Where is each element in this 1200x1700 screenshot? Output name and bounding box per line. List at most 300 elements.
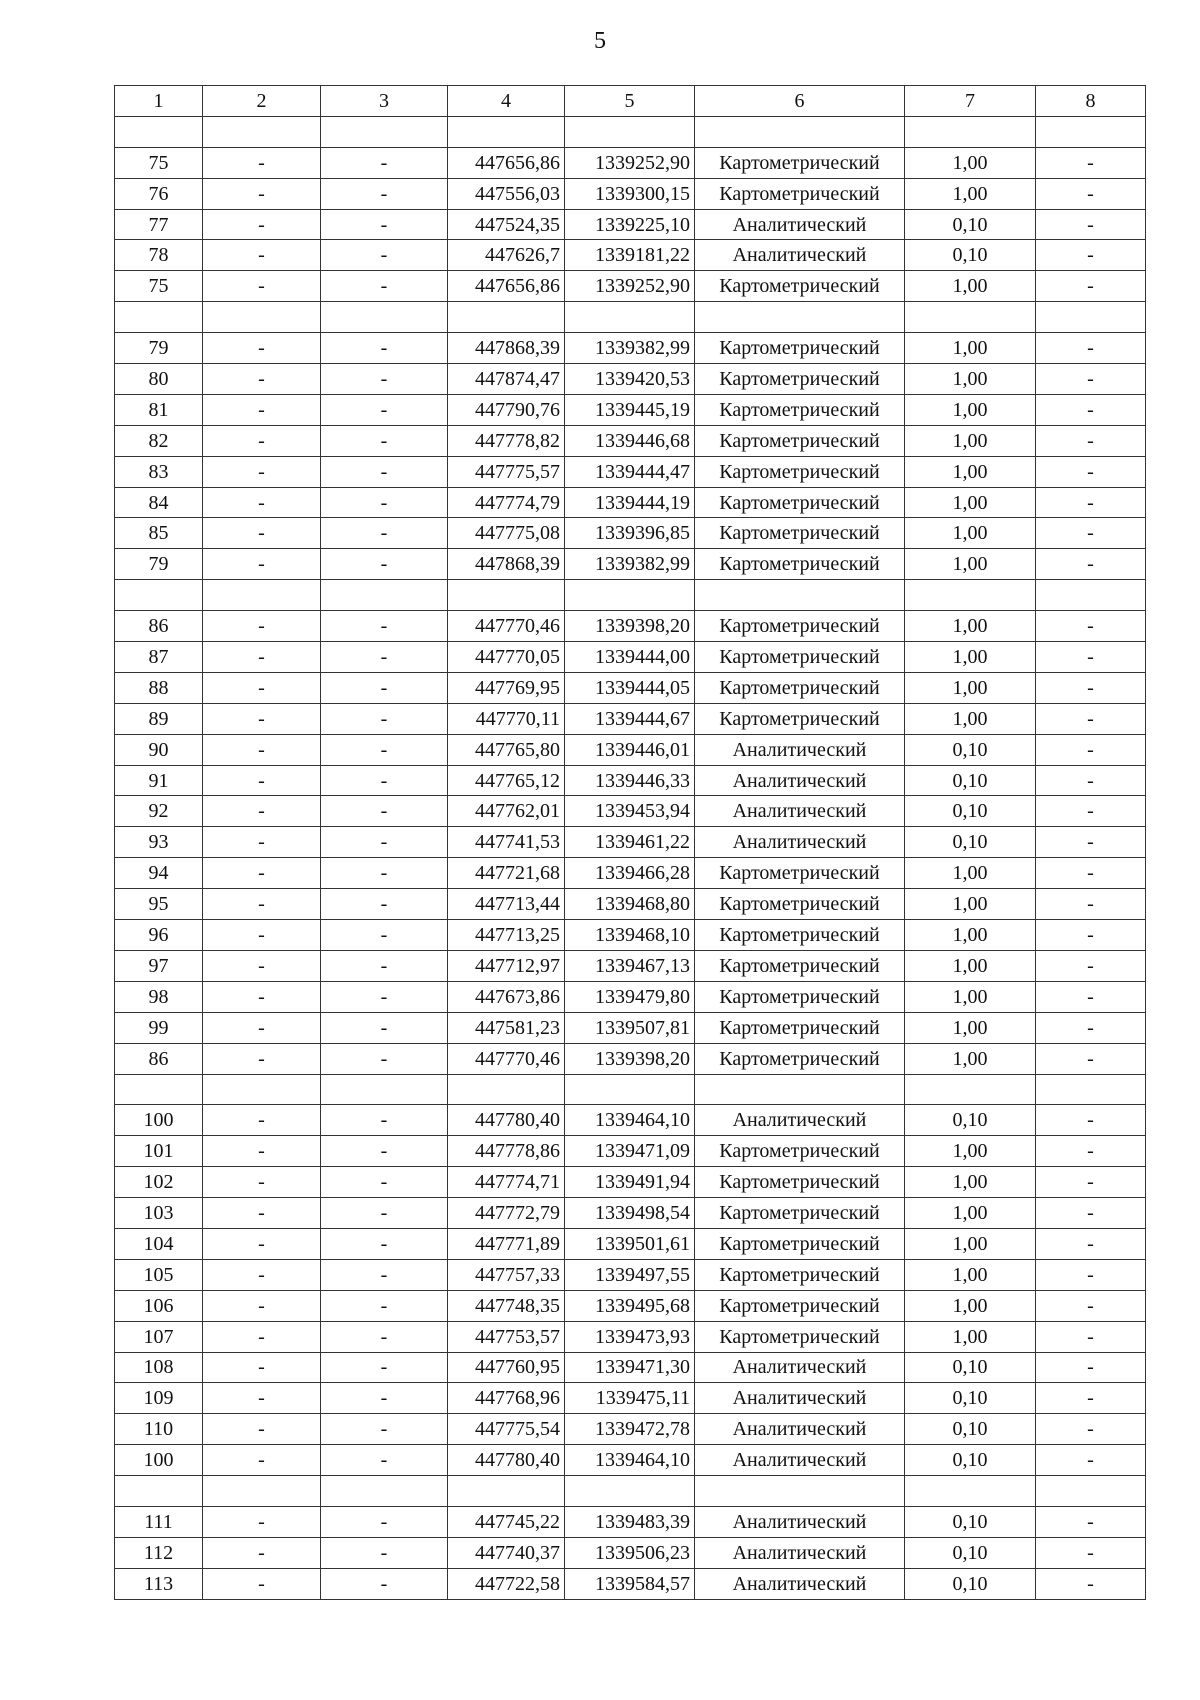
col3-value: - (321, 1012, 448, 1043)
col3-value: - (321, 456, 448, 487)
accuracy: 1,00 (905, 1321, 1036, 1352)
method: Картометрический (695, 950, 905, 981)
table-row (115, 1506, 1146, 1537)
y-coordinate: 1339420,53 (565, 364, 695, 395)
table-row (115, 147, 1146, 178)
column-header-4: 4 (448, 86, 565, 117)
point-number: 94 (115, 858, 203, 889)
accuracy: 1,00 (905, 456, 1036, 487)
accuracy: 1,00 (905, 703, 1036, 734)
y-coordinate: 1339471,30 (565, 1352, 695, 1383)
empty-cell (565, 302, 695, 333)
col8-value: - (1036, 858, 1146, 889)
point-number: 107 (115, 1321, 203, 1352)
col8-value: - (1036, 765, 1146, 796)
empty-cell (905, 580, 1036, 611)
col8-value: - (1036, 456, 1146, 487)
method: Картометрический (695, 364, 905, 395)
header-row (115, 86, 1146, 117)
col3-value: - (321, 209, 448, 240)
col2-value: - (203, 1290, 321, 1321)
method: Картометрический (695, 703, 905, 734)
empty-cell (321, 1074, 448, 1105)
separator-row (115, 302, 1146, 333)
col3-value: - (321, 1290, 448, 1321)
table-row (115, 642, 1146, 673)
x-coordinate: 447769,95 (448, 672, 565, 703)
col3-value: - (321, 765, 448, 796)
accuracy: 0,10 (905, 765, 1036, 796)
col3-value: - (321, 1383, 448, 1414)
point-number: 84 (115, 487, 203, 518)
col3-value: - (321, 734, 448, 765)
table-row (115, 333, 1146, 364)
accuracy: 0,10 (905, 1537, 1036, 1568)
x-coordinate: 447556,03 (448, 178, 565, 209)
table-row (115, 178, 1146, 209)
x-coordinate: 447775,57 (448, 456, 565, 487)
separator-row (115, 116, 1146, 147)
col2-value: - (203, 1105, 321, 1136)
table-row (115, 1445, 1146, 1476)
separator-row (115, 1074, 1146, 1105)
accuracy: 0,10 (905, 1445, 1036, 1476)
point-number: 75 (115, 147, 203, 178)
x-coordinate: 447765,12 (448, 765, 565, 796)
point-number: 87 (115, 642, 203, 673)
y-coordinate: 1339444,47 (565, 456, 695, 487)
y-coordinate: 1339468,10 (565, 920, 695, 951)
accuracy: 1,00 (905, 981, 1036, 1012)
method: Картометрический (695, 549, 905, 580)
x-coordinate: 447775,54 (448, 1414, 565, 1445)
method: Аналитический (695, 1537, 905, 1568)
accuracy: 1,00 (905, 950, 1036, 981)
separator-row (115, 580, 1146, 611)
y-coordinate: 1339181,22 (565, 240, 695, 271)
col3-value: - (321, 611, 448, 642)
table-row (115, 1383, 1146, 1414)
x-coordinate: 447780,40 (448, 1105, 565, 1136)
accuracy: 1,00 (905, 364, 1036, 395)
method: Аналитический (695, 209, 905, 240)
point-number: 83 (115, 456, 203, 487)
accuracy: 1,00 (905, 1167, 1036, 1198)
col2-value: - (203, 1445, 321, 1476)
y-coordinate: 1339396,85 (565, 518, 695, 549)
col3-value: - (321, 1136, 448, 1167)
col8-value: - (1036, 487, 1146, 518)
accuracy: 0,10 (905, 1506, 1036, 1537)
col8-value: - (1036, 1352, 1146, 1383)
point-number: 102 (115, 1167, 203, 1198)
col3-value: - (321, 425, 448, 456)
method: Аналитический (695, 1105, 905, 1136)
col3-value: - (321, 672, 448, 703)
method: Картометрический (695, 611, 905, 642)
point-number: 86 (115, 611, 203, 642)
empty-cell (203, 116, 321, 147)
method: Аналитический (695, 734, 905, 765)
column-header-8: 8 (1036, 86, 1146, 117)
empty-cell (321, 116, 448, 147)
x-coordinate: 447524,35 (448, 209, 565, 240)
method: Картометрический (695, 456, 905, 487)
accuracy: 0,10 (905, 827, 1036, 858)
col2-value: - (203, 1537, 321, 1568)
table-row (115, 1290, 1146, 1321)
point-number: 111 (115, 1506, 203, 1537)
method: Картометрический (695, 1043, 905, 1074)
column-header-6: 6 (695, 86, 905, 117)
col2-value: - (203, 518, 321, 549)
accuracy: 1,00 (905, 487, 1036, 518)
point-number: 81 (115, 394, 203, 425)
accuracy: 1,00 (905, 858, 1036, 889)
col8-value: - (1036, 889, 1146, 920)
col8-value: - (1036, 672, 1146, 703)
table-row (115, 827, 1146, 858)
point-number: 112 (115, 1537, 203, 1568)
accuracy: 1,00 (905, 1259, 1036, 1290)
x-coordinate: 447748,35 (448, 1290, 565, 1321)
col2-value: - (203, 765, 321, 796)
col8-value: - (1036, 1321, 1146, 1352)
table-row (115, 425, 1146, 456)
x-coordinate: 447740,37 (448, 1537, 565, 1568)
method: Картометрический (695, 672, 905, 703)
point-number: 79 (115, 333, 203, 364)
empty-cell (1036, 302, 1146, 333)
col2-value: - (203, 950, 321, 981)
point-number: 100 (115, 1105, 203, 1136)
point-number: 108 (115, 1352, 203, 1383)
empty-cell (695, 1476, 905, 1507)
point-number: 103 (115, 1198, 203, 1229)
x-coordinate: 447778,86 (448, 1136, 565, 1167)
empty-cell (1036, 580, 1146, 611)
col2-value: - (203, 487, 321, 518)
x-coordinate: 447713,44 (448, 889, 565, 920)
col2-value: - (203, 1136, 321, 1167)
y-coordinate: 1339445,19 (565, 394, 695, 425)
empty-cell (565, 580, 695, 611)
y-coordinate: 1339475,11 (565, 1383, 695, 1414)
table-row (115, 611, 1146, 642)
col3-value: - (321, 858, 448, 889)
accuracy: 1,00 (905, 1012, 1036, 1043)
col8-value: - (1036, 920, 1146, 951)
col8-value: - (1036, 364, 1146, 395)
col8-value: - (1036, 240, 1146, 271)
method: Картометрический (695, 858, 905, 889)
empty-cell (905, 116, 1036, 147)
x-coordinate: 447778,82 (448, 425, 565, 456)
empty-cell (565, 1476, 695, 1507)
method: Картометрический (695, 333, 905, 364)
y-coordinate: 1339501,61 (565, 1228, 695, 1259)
method: Картометрический (695, 394, 905, 425)
x-coordinate: 447770,05 (448, 642, 565, 673)
col8-value: - (1036, 1537, 1146, 1568)
y-coordinate: 1339498,54 (565, 1198, 695, 1229)
y-coordinate: 1339252,90 (565, 271, 695, 302)
accuracy: 1,00 (905, 889, 1036, 920)
y-coordinate: 1339464,10 (565, 1445, 695, 1476)
col8-value: - (1036, 518, 1146, 549)
table-row (115, 1167, 1146, 1198)
x-coordinate: 447770,46 (448, 611, 565, 642)
method: Аналитический (695, 827, 905, 858)
table-row (115, 1012, 1146, 1043)
col3-value: - (321, 1414, 448, 1445)
empty-cell (448, 302, 565, 333)
table-row (115, 858, 1146, 889)
method: Картометрический (695, 1259, 905, 1290)
empty-cell (115, 302, 203, 333)
method: Картометрический (695, 1321, 905, 1352)
col8-value: - (1036, 796, 1146, 827)
method: Аналитический (695, 1383, 905, 1414)
method: Аналитический (695, 796, 905, 827)
column-header-3: 3 (321, 86, 448, 117)
col3-value: - (321, 920, 448, 951)
col2-value: - (203, 1198, 321, 1229)
x-coordinate: 447780,40 (448, 1445, 565, 1476)
point-number: 104 (115, 1228, 203, 1259)
y-coordinate: 1339471,09 (565, 1136, 695, 1167)
method: Картометрический (695, 1290, 905, 1321)
col2-value: - (203, 703, 321, 734)
col3-value: - (321, 178, 448, 209)
col3-value: - (321, 240, 448, 271)
x-coordinate: 447673,86 (448, 981, 565, 1012)
col8-value: - (1036, 827, 1146, 858)
accuracy: 1,00 (905, 1228, 1036, 1259)
col2-value: - (203, 1568, 321, 1599)
method: Картометрический (695, 518, 905, 549)
col3-value: - (321, 518, 448, 549)
table-row (115, 672, 1146, 703)
x-coordinate: 447656,86 (448, 271, 565, 302)
table-row (115, 271, 1146, 302)
col2-value: - (203, 1506, 321, 1537)
empty-cell (321, 302, 448, 333)
column-header-7: 7 (905, 86, 1036, 117)
accuracy: 1,00 (905, 271, 1036, 302)
accuracy: 1,00 (905, 611, 1036, 642)
col8-value: - (1036, 209, 1146, 240)
col8-value: - (1036, 703, 1146, 734)
col3-value: - (321, 1445, 448, 1476)
method: Картометрический (695, 920, 905, 951)
accuracy: 0,10 (905, 1568, 1036, 1599)
empty-cell (448, 580, 565, 611)
y-coordinate: 1339464,10 (565, 1105, 695, 1136)
x-coordinate: 447790,76 (448, 394, 565, 425)
empty-cell (448, 116, 565, 147)
col2-value: - (203, 1352, 321, 1383)
y-coordinate: 1339444,19 (565, 487, 695, 518)
method: Аналитический (695, 1352, 905, 1383)
col3-value: - (321, 1352, 448, 1383)
accuracy: 1,00 (905, 518, 1036, 549)
method: Картометрический (695, 889, 905, 920)
col8-value: - (1036, 950, 1146, 981)
col8-value: - (1036, 425, 1146, 456)
col2-value: - (203, 1321, 321, 1352)
x-coordinate: 447757,33 (448, 1259, 565, 1290)
point-number: 77 (115, 209, 203, 240)
x-coordinate: 447753,57 (448, 1321, 565, 1352)
empty-cell (448, 1074, 565, 1105)
y-coordinate: 1339444,67 (565, 703, 695, 734)
method: Картометрический (695, 981, 905, 1012)
table-row (115, 456, 1146, 487)
table-row (115, 1136, 1146, 1167)
accuracy: 1,00 (905, 549, 1036, 580)
empty-cell (448, 1476, 565, 1507)
col8-value: - (1036, 394, 1146, 425)
empty-cell (565, 1074, 695, 1105)
table-row (115, 240, 1146, 271)
empty-cell (905, 1074, 1036, 1105)
y-coordinate: 1339483,39 (565, 1506, 695, 1537)
col2-value: - (203, 549, 321, 580)
col2-value: - (203, 1228, 321, 1259)
col3-value: - (321, 394, 448, 425)
col3-value: - (321, 1568, 448, 1599)
table-row (115, 920, 1146, 951)
col2-value: - (203, 827, 321, 858)
point-number: 76 (115, 178, 203, 209)
method: Картометрический (695, 1228, 905, 1259)
y-coordinate: 1339398,20 (565, 1043, 695, 1074)
col8-value: - (1036, 611, 1146, 642)
col2-value: - (203, 1043, 321, 1074)
col3-value: - (321, 333, 448, 364)
method: Картометрический (695, 1136, 905, 1167)
point-number: 95 (115, 889, 203, 920)
col8-value: - (1036, 549, 1146, 580)
accuracy: 1,00 (905, 672, 1036, 703)
col8-value: - (1036, 1506, 1146, 1537)
col3-value: - (321, 1537, 448, 1568)
col2-value: - (203, 178, 321, 209)
y-coordinate: 1339252,90 (565, 147, 695, 178)
method: Картометрический (695, 487, 905, 518)
point-number: 85 (115, 518, 203, 549)
accuracy: 1,00 (905, 178, 1036, 209)
table-row (115, 1352, 1146, 1383)
accuracy: 0,10 (905, 1352, 1036, 1383)
y-coordinate: 1339398,20 (565, 611, 695, 642)
point-number: 98 (115, 981, 203, 1012)
col3-value: - (321, 1167, 448, 1198)
empty-cell (115, 1476, 203, 1507)
column-header-2: 2 (203, 86, 321, 117)
x-coordinate: 447772,79 (448, 1198, 565, 1229)
col3-value: - (321, 271, 448, 302)
col3-value: - (321, 827, 448, 858)
empty-cell (695, 1074, 905, 1105)
table-row (115, 394, 1146, 425)
empty-cell (115, 116, 203, 147)
col2-value: - (203, 394, 321, 425)
accuracy: 1,00 (905, 1043, 1036, 1074)
method: Картометрический (695, 642, 905, 673)
table-row (115, 1321, 1146, 1352)
y-coordinate: 1339497,55 (565, 1259, 695, 1290)
col2-value: - (203, 796, 321, 827)
col3-value: - (321, 549, 448, 580)
empty-cell (115, 580, 203, 611)
y-coordinate: 1339446,01 (565, 734, 695, 765)
table-row (115, 1105, 1146, 1136)
col2-value: - (203, 333, 321, 364)
col8-value: - (1036, 1259, 1146, 1290)
y-coordinate: 1339472,78 (565, 1414, 695, 1445)
col8-value: - (1036, 271, 1146, 302)
accuracy: 0,10 (905, 240, 1036, 271)
col8-value: - (1036, 1290, 1146, 1321)
col2-value: - (203, 1167, 321, 1198)
col8-value: - (1036, 333, 1146, 364)
method: Картометрический (695, 1167, 905, 1198)
accuracy: 1,00 (905, 1198, 1036, 1229)
accuracy: 1,00 (905, 920, 1036, 951)
method: Картометрический (695, 1198, 905, 1229)
point-number: 99 (115, 1012, 203, 1043)
col2-value: - (203, 981, 321, 1012)
col8-value: - (1036, 1445, 1146, 1476)
col2-value: - (203, 734, 321, 765)
method: Аналитический (695, 1445, 905, 1476)
x-coordinate: 447760,95 (448, 1352, 565, 1383)
accuracy: 1,00 (905, 147, 1036, 178)
table-row (115, 487, 1146, 518)
point-number: 91 (115, 765, 203, 796)
y-coordinate: 1339467,13 (565, 950, 695, 981)
col3-value: - (321, 1259, 448, 1290)
table-row (115, 796, 1146, 827)
empty-cell (1036, 1074, 1146, 1105)
x-coordinate: 447722,58 (448, 1568, 565, 1599)
empty-cell (203, 1074, 321, 1105)
point-number: 79 (115, 549, 203, 580)
col8-value: - (1036, 178, 1146, 209)
y-coordinate: 1339225,10 (565, 209, 695, 240)
col3-value: - (321, 1321, 448, 1352)
separator-row (115, 1476, 1146, 1507)
col8-value: - (1036, 1167, 1146, 1198)
method: Картометрический (695, 425, 905, 456)
col8-value: - (1036, 1568, 1146, 1599)
point-number: 89 (115, 703, 203, 734)
point-number: 78 (115, 240, 203, 271)
col2-value: - (203, 209, 321, 240)
point-number: 97 (115, 950, 203, 981)
col3-value: - (321, 147, 448, 178)
table-row (115, 889, 1146, 920)
point-number: 82 (115, 425, 203, 456)
empty-cell (321, 1476, 448, 1507)
y-coordinate: 1339444,05 (565, 672, 695, 703)
point-number: 101 (115, 1136, 203, 1167)
table-row (115, 364, 1146, 395)
table-row (115, 765, 1146, 796)
x-coordinate: 447768,96 (448, 1383, 565, 1414)
